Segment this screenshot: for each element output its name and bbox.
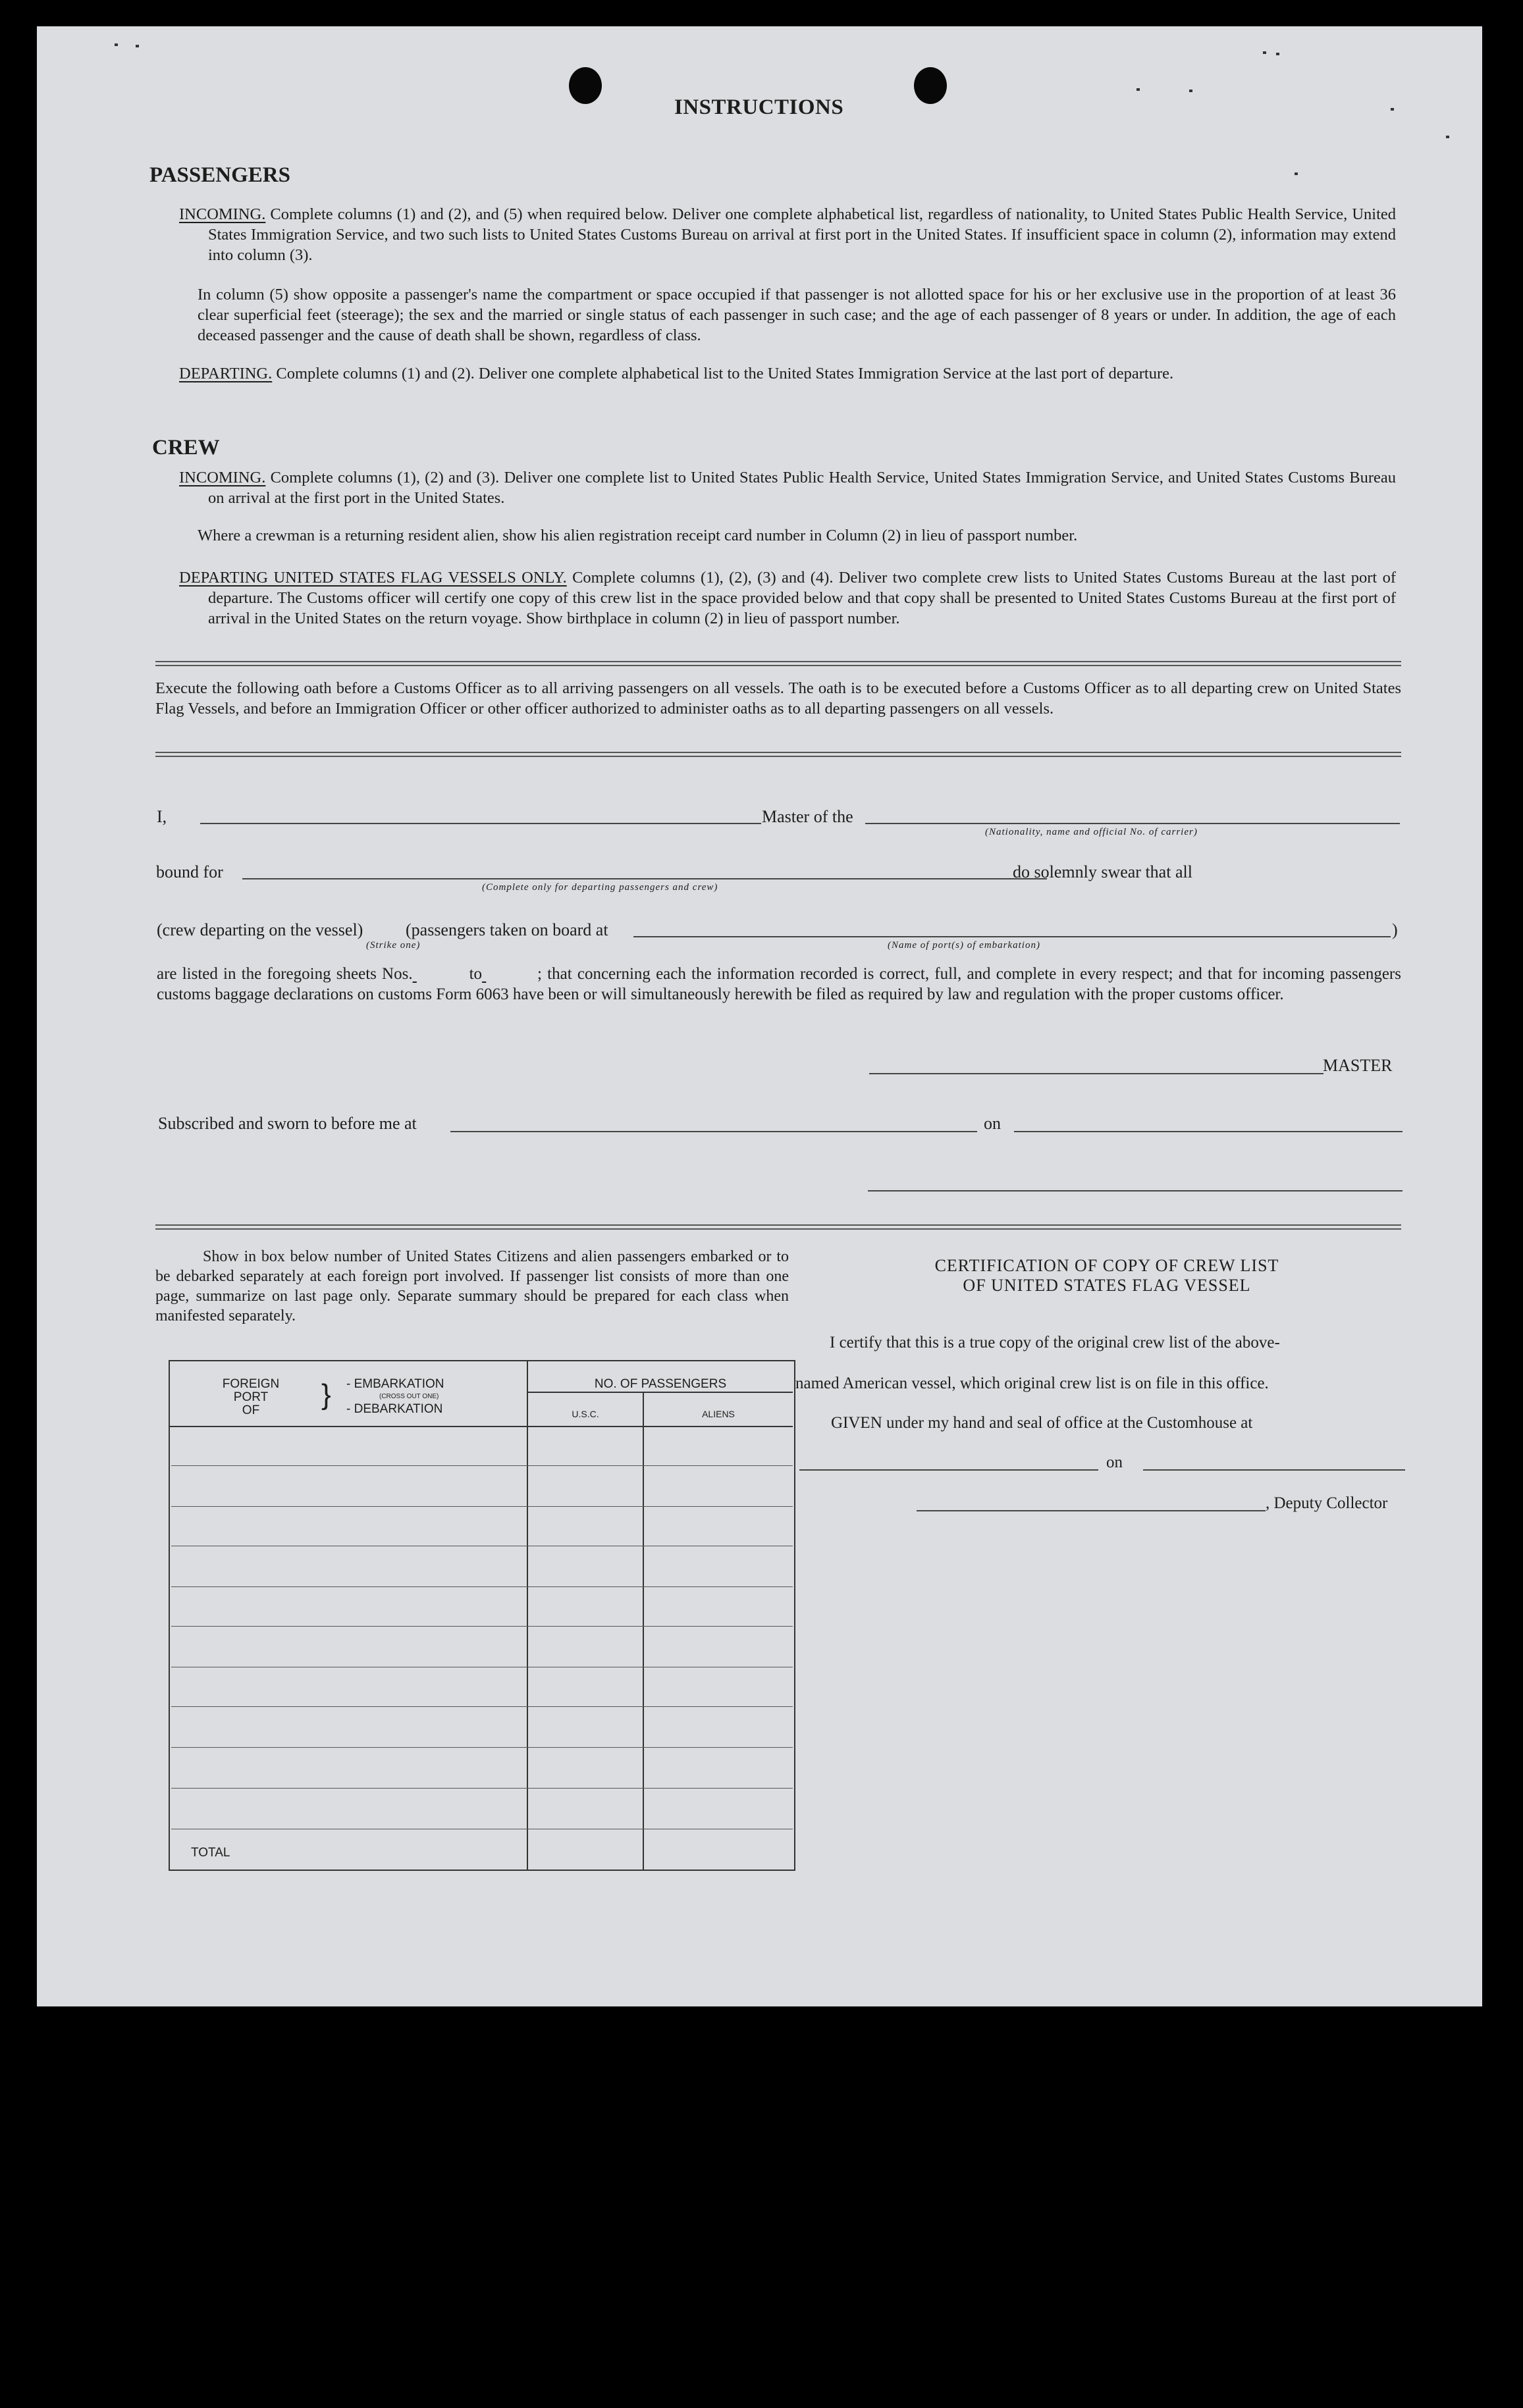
port-label: PORT xyxy=(233,1390,269,1404)
strike-one-caption: (Strike one) xyxy=(366,940,421,951)
certification-title-1: CERTIFICATION OF COPY OF CREW LIST xyxy=(934,1256,1279,1275)
swear-label: do solemnly swear that all xyxy=(1013,862,1192,881)
passengers-incoming-label: INCOMING. xyxy=(179,205,266,223)
embarkation-port-field[interactable] xyxy=(633,936,1391,937)
officer-signature-line[interactable] xyxy=(868,1190,1403,1191)
crew-resident-paragraph: Where a crewman is a returning resident alien, show his alien registration receipt card number in Column (2) in lieu of passport number. xyxy=(198,527,1078,544)
crew-incoming-paragraph xyxy=(179,467,1396,508)
deputy-collector-label: , Deputy Collector xyxy=(1266,1494,1388,1512)
certify-line-3: GIVEN under my hand and seal of office at the Customhouse at xyxy=(831,1414,1253,1432)
close-paren: ) xyxy=(1392,920,1398,939)
passengers-departing-label: DEPARTING. xyxy=(179,365,273,382)
passengers-incoming-paragraph xyxy=(179,204,1396,265)
table-subheader-line xyxy=(528,1392,793,1393)
table-row[interactable] xyxy=(171,1747,793,1748)
passengers-heading: PASSENGERS xyxy=(149,163,290,187)
table-row[interactable] xyxy=(171,1706,793,1707)
table-row[interactable] xyxy=(171,1506,793,1507)
sworn-on-label: on xyxy=(984,1114,1001,1133)
master-of-the-label: Master of the xyxy=(762,807,853,826)
scan-speck xyxy=(115,43,118,46)
passenger-summary-table xyxy=(169,1360,795,1871)
customhouse-field[interactable] xyxy=(799,1469,1098,1471)
port-caption: (Name of port(s) of embarkation) xyxy=(888,940,1040,951)
listed-prefix: are listed in the foregoing sheets Nos. xyxy=(157,965,413,983)
bound-for-field[interactable] xyxy=(242,878,1047,879)
crew-flag-paragraph xyxy=(179,567,1396,629)
embarkation-label: - EMBARKATION xyxy=(346,1377,444,1391)
certification-title-2: OF UNITED STATES FLAG VESSEL xyxy=(963,1276,1251,1295)
crew-heading: CREW xyxy=(152,436,220,459)
sheet-to-field[interactable] xyxy=(482,964,537,984)
crew-flag-text: Complete columns (1), (2), (3) and (4). Deliver two complete crew lists to United States Customs Bureau at the last port of departure. The Customs officer will certify one copy of this crew list in the space provided below and that copy shall be presented to United States Customs Bureau at the first port of arrival in the United States on the return voyage. Show birthplace in column (2) in lieu of passport number. xyxy=(208,569,1396,627)
certify-date-field[interactable] xyxy=(1143,1469,1405,1471)
punch-hole-right xyxy=(914,67,947,104)
cross-out-label: (CROSS OUT ONE) xyxy=(379,1393,439,1400)
master-signature-line[interactable] xyxy=(869,1073,1323,1074)
scan-speck xyxy=(1446,136,1449,138)
sheet-from-field[interactable] xyxy=(413,964,469,984)
separator-1 xyxy=(155,661,1401,666)
master-name-field[interactable] xyxy=(200,823,761,824)
oath-listed-paragraph xyxy=(157,964,1401,1005)
certify-line-2: named American vessel, which original crew list is on file in this office. xyxy=(795,1374,1269,1392)
crew-departing-label: (crew departing on the vessel) xyxy=(157,920,363,939)
subscribed-label: Subscribed and sworn to before me at xyxy=(158,1114,417,1133)
certify-on-label: on xyxy=(1106,1453,1123,1471)
table-row[interactable] xyxy=(171,1626,793,1627)
complete-only-caption: (Complete only for departing passengers and crew) xyxy=(482,882,718,893)
table-header-line xyxy=(170,1426,793,1427)
sworn-at-field[interactable] xyxy=(450,1131,977,1132)
scan-speck xyxy=(1189,90,1192,92)
scan-speck xyxy=(136,45,139,47)
of-label: OF xyxy=(242,1403,260,1417)
scan-speck xyxy=(1295,172,1298,175)
summary-intro: Show in box below number of United States Citizens and alien passengers embarked or to be debarked separately at each foreign port involved. If passenger list consists of more than one page, summarize on last page only. Separate summary should be prepared for each class when manifested separately. xyxy=(155,1248,789,1324)
passengers-incoming-text: Complete columns (1) and (2), and (5) when required below. Deliver one complete alphabetical list, regardless of nationality, to United States Public Health Service, United States Immigration Service, and two such lists to United States Customs Bureau on arrival at first port in the United States. If insufficient space in column (2), information may extend into column (3). xyxy=(208,205,1396,264)
table-row[interactable] xyxy=(171,1788,793,1789)
master-label: MASTER xyxy=(1323,1056,1393,1075)
total-label: TOTAL xyxy=(191,1846,230,1860)
table-row[interactable] xyxy=(171,1586,793,1587)
bound-for-label: bound for xyxy=(156,862,223,881)
no-passengers-header: NO. OF PASSENGERS xyxy=(594,1377,727,1391)
scan-speck xyxy=(1276,53,1279,55)
oath-i-label: I, xyxy=(157,807,167,826)
certify-line-1: I certify that this is a true copy of the original crew list of the above- xyxy=(830,1334,1280,1351)
debarkation-label: - DEBARKATION xyxy=(346,1402,443,1416)
page-title: INSTRUCTIONS xyxy=(674,95,844,119)
crew-flag-label: DEPARTING UNITED STATES FLAG VESSELS ONLY. xyxy=(179,569,567,587)
aliens-header: ALIENS xyxy=(702,1409,735,1419)
crew-incoming-text: Complete columns (1), (2) and (3). Deliver one complete list to United States Public Health Service, United States Immigration Service, and United States Customs Bureau on arrival at the first port in the United States. xyxy=(208,469,1396,507)
carrier-field[interactable] xyxy=(865,823,1400,824)
form-page xyxy=(37,26,1482,2006)
listed-rest: ; that concerning each the information recorded is correct, full, and complete in every respect; and that for incoming passengers customs baggage declarations on customs Form 6063 have been or will simultaneously herewith be filed as required by law and regulation with the proper customs officer. xyxy=(157,965,1401,1003)
passengers-column5-paragraph: In column (5) show opposite a passenger's name the compartment or space occupied if that passenger is not allotted space for his or her exclusive use in the proportion of at least 36 clear superficial feet (steerage); the sex and the married or single status of each passenger in such case; and the age of each passenger of 8 years or under. In addition, the age of each deceased passenger and the cause of death shall be shown, regardless of class. xyxy=(198,286,1396,344)
foreign-label: FOREIGN xyxy=(222,1377,280,1391)
brace-symbol: } xyxy=(321,1378,331,1411)
usc-header: U.S.C. xyxy=(572,1409,599,1419)
separator-2 xyxy=(155,752,1401,757)
table-col-divider-1 xyxy=(527,1360,528,1870)
scan-speck xyxy=(1263,51,1266,54)
crew-incoming-label: INCOMING. xyxy=(179,469,266,486)
deputy-signature-line[interactable] xyxy=(917,1510,1266,1511)
sworn-date-field[interactable] xyxy=(1014,1131,1403,1132)
table-col-divider-2 xyxy=(643,1392,644,1870)
nationality-caption: (Nationality, name and official No. of carrier) xyxy=(985,827,1198,837)
punch-hole-left xyxy=(569,67,602,104)
separator-3 xyxy=(155,1224,1401,1230)
listed-to: to xyxy=(469,965,483,983)
scan-speck xyxy=(1136,88,1140,91)
passengers-departing-text: Complete columns (1) and (2). Deliver one complete alphabetical list to the United States Immigration Service at the last port of departure. xyxy=(276,365,1174,382)
scan-speck xyxy=(1391,108,1394,111)
passengers-taken-label: (passengers taken on board at xyxy=(406,920,608,939)
passengers-departing-paragraph xyxy=(179,363,1396,384)
oath-intro: Execute the following oath before a Customs Officer as to all arriving passengers on all vessels. The oath is to be executed before a Customs Officer as to all departing crew on United States Flag Vessels, and before an Immigration Officer or other officer authorized to administer oaths as to all departing passengers on all vessels. xyxy=(155,679,1401,718)
table-row[interactable] xyxy=(171,1465,793,1466)
